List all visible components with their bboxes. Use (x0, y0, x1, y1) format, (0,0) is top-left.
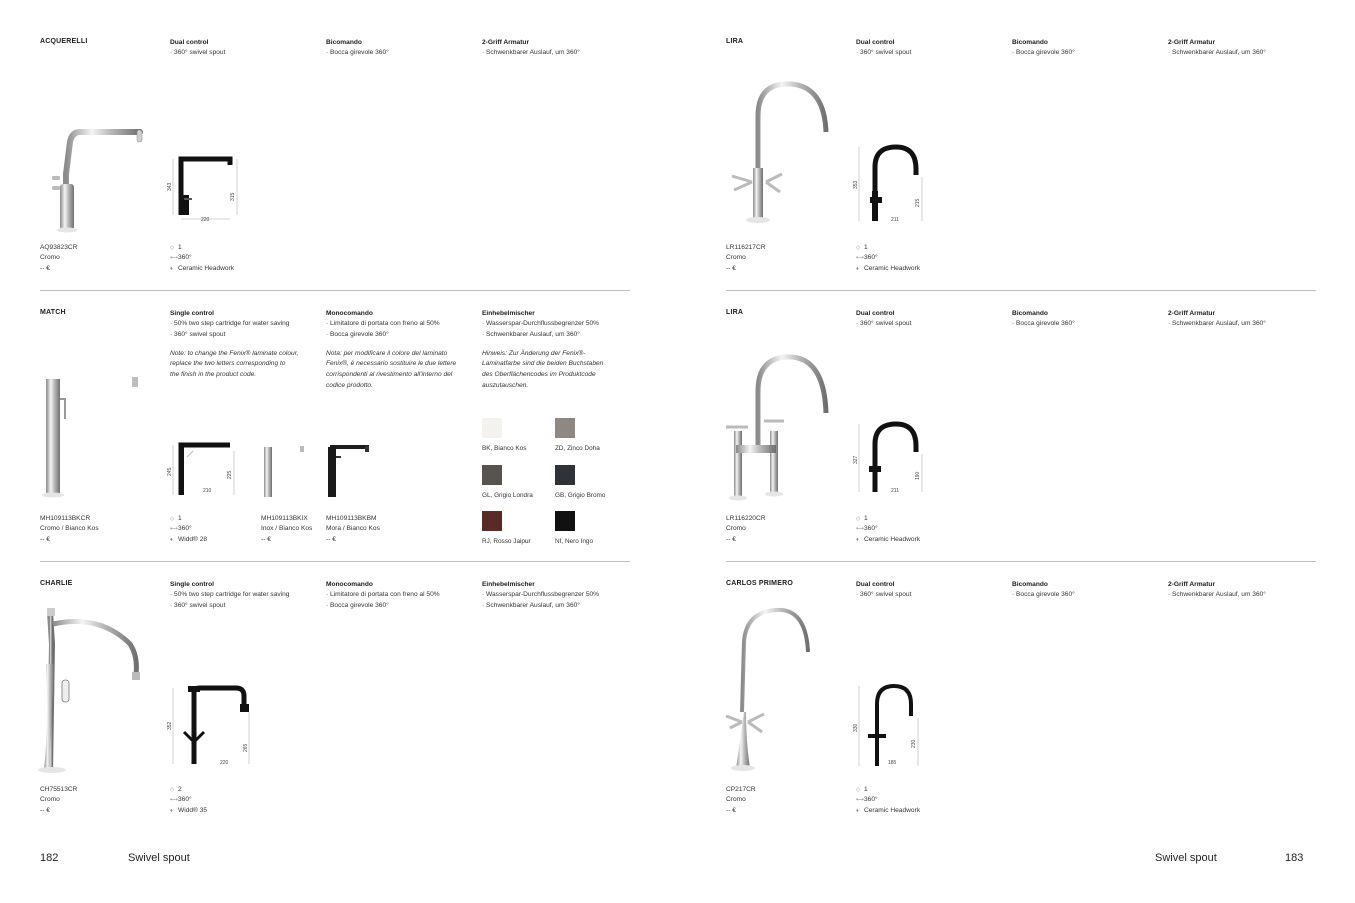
technical-drawing (167, 437, 242, 502)
spec-holes: 1 (864, 515, 868, 522)
product-finish: Cromo (726, 254, 746, 262)
spec-swivel: 360° (178, 254, 192, 262)
section-charlie (40, 580, 630, 851)
faucet-photo (40, 369, 150, 504)
col-line: · 360° swivel spout (170, 601, 226, 609)
color-swatch (482, 465, 502, 485)
col-heading: Monocomando (326, 581, 373, 588)
desc-de (482, 580, 634, 611)
col-line: · Bocca girevole 360° (1012, 320, 1075, 328)
dim-spout-height: 265 (243, 743, 249, 752)
product-code: CP217CR (726, 786, 756, 793)
divider (40, 290, 630, 291)
section-title: ACQUERELLI (40, 38, 88, 45)
hole-icon: ◇ (170, 245, 175, 251)
left-page (0, 0, 677, 903)
hole-icon: ◇ (170, 787, 175, 793)
color-swatch (555, 418, 575, 438)
swivel-icon: ⟷ (856, 526, 864, 533)
swatch-label: RJ, Rosso Jaipur (482, 538, 531, 545)
col-heading: Single control (170, 581, 214, 588)
product-info (726, 514, 765, 545)
spec-swivel: 360° (864, 254, 878, 262)
note-line: replace the two letters corresponding to (170, 360, 286, 368)
variant-finish: Inox / Bianco Kos (261, 525, 313, 533)
specs (856, 785, 920, 816)
desc-de (1168, 309, 1320, 330)
col-heading: 2-Griff Armatur (1168, 310, 1216, 317)
note-line: auszutauschen. (482, 381, 529, 389)
swatch-label: BK, Bianco Kos (482, 445, 527, 452)
product-info (726, 785, 756, 816)
variant-finish: Mora / Bianco Kos (326, 525, 380, 533)
dim-height: 245 (167, 467, 173, 476)
hole-icon: ◇ (856, 787, 861, 793)
page-number: 183 (1285, 852, 1304, 864)
col-heading: Bicomando (1012, 39, 1048, 46)
specs (170, 514, 207, 545)
spec-swivel: 360° (864, 525, 878, 533)
col-heading: Einhebelmischer (482, 310, 535, 317)
variant-info (326, 514, 380, 545)
spec-cartridge: Ceramic Headwork (864, 806, 921, 814)
dim-spout-height: 230 (911, 739, 917, 748)
technical-drawing (167, 682, 255, 770)
swatch-label: GL, Grigio Londra (482, 492, 533, 499)
note-line: Nota: per modificare il colore del laminato (326, 349, 448, 357)
swivel-icon: ⟷ (856, 255, 864, 262)
faucet-photo (726, 351, 836, 501)
technical-drawing (167, 151, 250, 226)
variant-info (261, 514, 312, 545)
spec-swivel: 360° (178, 525, 192, 533)
dim-reach: 211 (891, 488, 899, 494)
product-code: CH75513CR (40, 786, 78, 793)
swivel-icon: ⟷ (170, 526, 178, 533)
note-line: corrispondenti al rivestimento all'interno del (326, 371, 453, 379)
section-carlos-primero (726, 580, 1316, 851)
col-line: · Bocca girevole 360° (326, 330, 389, 338)
col-line: · Schwenkbarer Auslauf, um 360° (1168, 320, 1266, 328)
right-page (678, 0, 1355, 903)
desc-en (856, 580, 1008, 601)
col-line: · Limitatore di portata con freno al 50% (326, 591, 440, 599)
technical-drawing (853, 418, 936, 498)
desc-it (1012, 580, 1164, 601)
color-swatch (482, 511, 502, 531)
desc-de (482, 38, 634, 59)
col-note (170, 349, 322, 381)
variant-price: -- € (326, 535, 336, 543)
col-heading: Einhebelmischer (482, 581, 535, 588)
col-line: · Schwenkbarer Auslauf, um 360° (482, 330, 580, 338)
col-heading: 2-Griff Armatur (1168, 39, 1216, 46)
desc-en (170, 580, 322, 611)
product-price: -- € (726, 806, 736, 814)
spec-holes: 1 (178, 515, 182, 522)
note-line: Hinweis: Zur Änderung der Fenix®- (482, 349, 586, 357)
note-line: des Oberflächencodes im Produktcode (482, 371, 596, 379)
dim-height: 343 (167, 182, 173, 191)
dim-spout-height: 190 (915, 471, 921, 480)
hole-icon: ◇ (856, 245, 861, 251)
variant-photo-inox (260, 441, 310, 499)
col-line: · 360° swivel spout (856, 320, 912, 328)
col-heading: Dual control (170, 39, 209, 46)
faucet-photo (726, 602, 836, 772)
cartridge-icon: ♦ (856, 807, 859, 814)
specs (170, 243, 234, 274)
cartridge-icon: ♦ (170, 536, 173, 543)
product-finish: Cromo / Bianco Kos (40, 525, 99, 533)
product-code: LR116217CR (726, 244, 766, 251)
dim-spout-height: 315 (230, 192, 236, 201)
desc-en (856, 309, 1008, 330)
faucet-photo (726, 76, 836, 228)
col-line: · Bocca girevole 360° (326, 601, 389, 609)
note-line: Laminatfarbe sind die beiden Buchstaben (482, 360, 604, 368)
spec-swivel: 360° (178, 796, 192, 804)
color-swatch (555, 465, 575, 485)
section-title: LIRA (726, 309, 744, 316)
section-title: LIRA (726, 38, 744, 45)
dim-reach: 211 (891, 217, 899, 223)
col-heading: 2-Griff Armatur (482, 39, 530, 46)
cartridge-icon: ♦ (170, 265, 173, 272)
col-line: · 360° swivel spout (856, 49, 912, 57)
specs (856, 243, 920, 274)
col-heading: Dual control (856, 581, 895, 588)
product-price: -- € (40, 535, 50, 543)
page-footer-title: Swivel spout (128, 852, 190, 864)
swatch-label: ZD, Zinco Doha (555, 445, 600, 452)
specs (856, 514, 920, 545)
product-code: AQ93823CR (40, 244, 78, 251)
spec-cartridge: Ceramic Headwork (864, 535, 921, 543)
col-heading: Dual control (856, 310, 895, 317)
product-finish: Cromo (40, 796, 60, 804)
spec-holes: 1 (178, 244, 182, 251)
product-code: LR116220CR (726, 515, 766, 522)
col-note (326, 349, 478, 391)
variant-code: MH109113BKBM (326, 515, 377, 522)
specs (170, 785, 207, 816)
section-lira-bridge (726, 309, 1316, 580)
col-line: · Wasserspar-Durchflussbegrenzer 50% (482, 591, 600, 599)
desc-de (1168, 38, 1320, 59)
spec-cartridge: Ceramic Headwork (178, 264, 235, 272)
col-heading: Single control (170, 310, 214, 317)
col-line: · Bocca girevole 360° (1012, 49, 1075, 57)
col-heading: Bicomando (1012, 581, 1048, 588)
dim-reach: 185 (888, 760, 897, 766)
desc-it (1012, 38, 1164, 59)
desc-en (856, 38, 1008, 59)
product-price: -- € (40, 264, 50, 272)
col-line: · 360° swivel spout (170, 330, 226, 338)
dim-spout-height: 215 (915, 198, 921, 207)
note-line: the finish in the product code. (170, 371, 257, 379)
swivel-icon: ⟷ (170, 255, 178, 262)
col-heading: Monocomando (326, 310, 373, 317)
variant-price: -- € (261, 535, 271, 543)
product-info (40, 243, 77, 274)
product-finish: Cromo (726, 796, 746, 804)
product-code: MH109113BKCR (40, 515, 91, 522)
hole-icon: ◇ (856, 516, 861, 522)
swatch-item (555, 418, 615, 452)
faucet-photo (40, 84, 150, 234)
color-swatch (482, 418, 502, 438)
dim-spout-height: 225 (227, 470, 233, 479)
color-swatch (555, 511, 575, 531)
dim-reach: 220 (220, 760, 229, 766)
swatch-item (555, 511, 615, 545)
cartridge-icon: ♦ (170, 807, 173, 814)
cartridge-icon: ♦ (856, 536, 859, 543)
col-line: · 360° swivel spout (170, 49, 226, 57)
product-info (40, 785, 77, 816)
desc-de (482, 309, 634, 391)
note-line: Fenix®, è necessario sostituire le due lettere (326, 360, 457, 368)
desc-it (326, 580, 478, 611)
spec-cartridge: Ceramic Headwork (864, 264, 921, 272)
swatch-item (482, 465, 542, 499)
swatch-item (482, 418, 542, 452)
product-price: -- € (726, 264, 736, 272)
section-title: MATCH (40, 309, 66, 316)
section-acquerelli (40, 38, 630, 309)
product-info (40, 514, 99, 545)
cartridge-icon: ♦ (856, 265, 859, 272)
product-finish: Cromo (40, 254, 60, 262)
dim-height: 352 (167, 721, 173, 730)
col-heading: Bicomando (1012, 310, 1048, 317)
col-line: · 360° swivel spout (856, 591, 912, 599)
dim-height: 330 (853, 723, 859, 732)
desc-de (1168, 580, 1320, 601)
col-note (482, 349, 634, 391)
variant-photo-mora (325, 441, 375, 499)
spec-holes: 1 (864, 786, 868, 793)
col-heading: Dual control (856, 39, 895, 46)
note-line: Note: to change the Fenix® laminate colour, (170, 349, 299, 357)
product-price: -- € (40, 806, 50, 814)
dim-height: 327 (853, 455, 859, 464)
swatch-item (555, 465, 615, 499)
col-line: · 50% two step cartridge for water saving (170, 591, 290, 599)
section-title: CHARLIE (40, 580, 73, 587)
spec-holes: 2 (178, 786, 182, 793)
swivel-icon: ⟷ (170, 797, 178, 804)
divider (40, 561, 630, 562)
col-heading: 2-Griff Armatur (1168, 581, 1216, 588)
desc-en (170, 38, 322, 59)
product-info (726, 243, 765, 274)
page-footer-title: Swivel spout (1155, 852, 1217, 864)
page-number: 182 (40, 852, 59, 864)
technical-drawing (853, 141, 936, 226)
section-title: CARLOS PRIMERO (726, 580, 793, 587)
variant-code: MH109113BKIX (261, 515, 308, 522)
swatch-label: GB, Grigio Bromo (555, 492, 606, 499)
col-line: · Bocca girevole 360° (1012, 591, 1075, 599)
col-line: · Schwenkbarer Auslauf, um 360° (1168, 49, 1266, 57)
divider (726, 561, 1316, 562)
desc-en (170, 309, 322, 381)
col-heading: Bicomando (326, 39, 362, 46)
col-line: · Wasserspar-Durchflussbegrenzer 50% (482, 320, 600, 328)
desc-it (326, 309, 478, 391)
spec-swivel: 360° (864, 796, 878, 804)
spec-holes: 1 (864, 244, 868, 251)
col-line: · Bocca girevole 360° (326, 49, 389, 57)
swatch-label: NI, Nero Ingo (555, 538, 594, 545)
note-line: codice prodotto. (326, 381, 373, 389)
dim-reach: 210 (203, 488, 212, 494)
col-line: · Limitatore di portata con freno al 50% (326, 320, 440, 328)
col-line: · Schwenkbarer Auslauf, um 360° (1168, 591, 1266, 599)
spec-cartridge: Widd® 35 (178, 806, 208, 814)
swatch-item (482, 511, 542, 545)
col-line: · 50% two step cartridge for water saving (170, 320, 290, 328)
divider (726, 290, 1316, 291)
faucet-photo (40, 604, 150, 774)
section-lira (726, 38, 1316, 309)
product-finish: Cromo (726, 525, 746, 533)
dim-height: 353 (853, 180, 859, 189)
hole-icon: ◇ (170, 516, 175, 522)
desc-it (1012, 309, 1164, 330)
desc-it (326, 38, 478, 59)
swivel-icon: ⟷ (856, 797, 864, 804)
product-price: -- € (726, 535, 736, 543)
technical-drawing (853, 682, 936, 770)
col-line: · Schwenkbarer Auslauf, um 360° (482, 49, 580, 57)
section-match (40, 309, 630, 580)
spec-cartridge: Widd® 28 (178, 535, 208, 543)
col-line: · Schwenkbarer Auslauf, um 360° (482, 601, 580, 609)
dim-reach: 220 (201, 217, 210, 223)
